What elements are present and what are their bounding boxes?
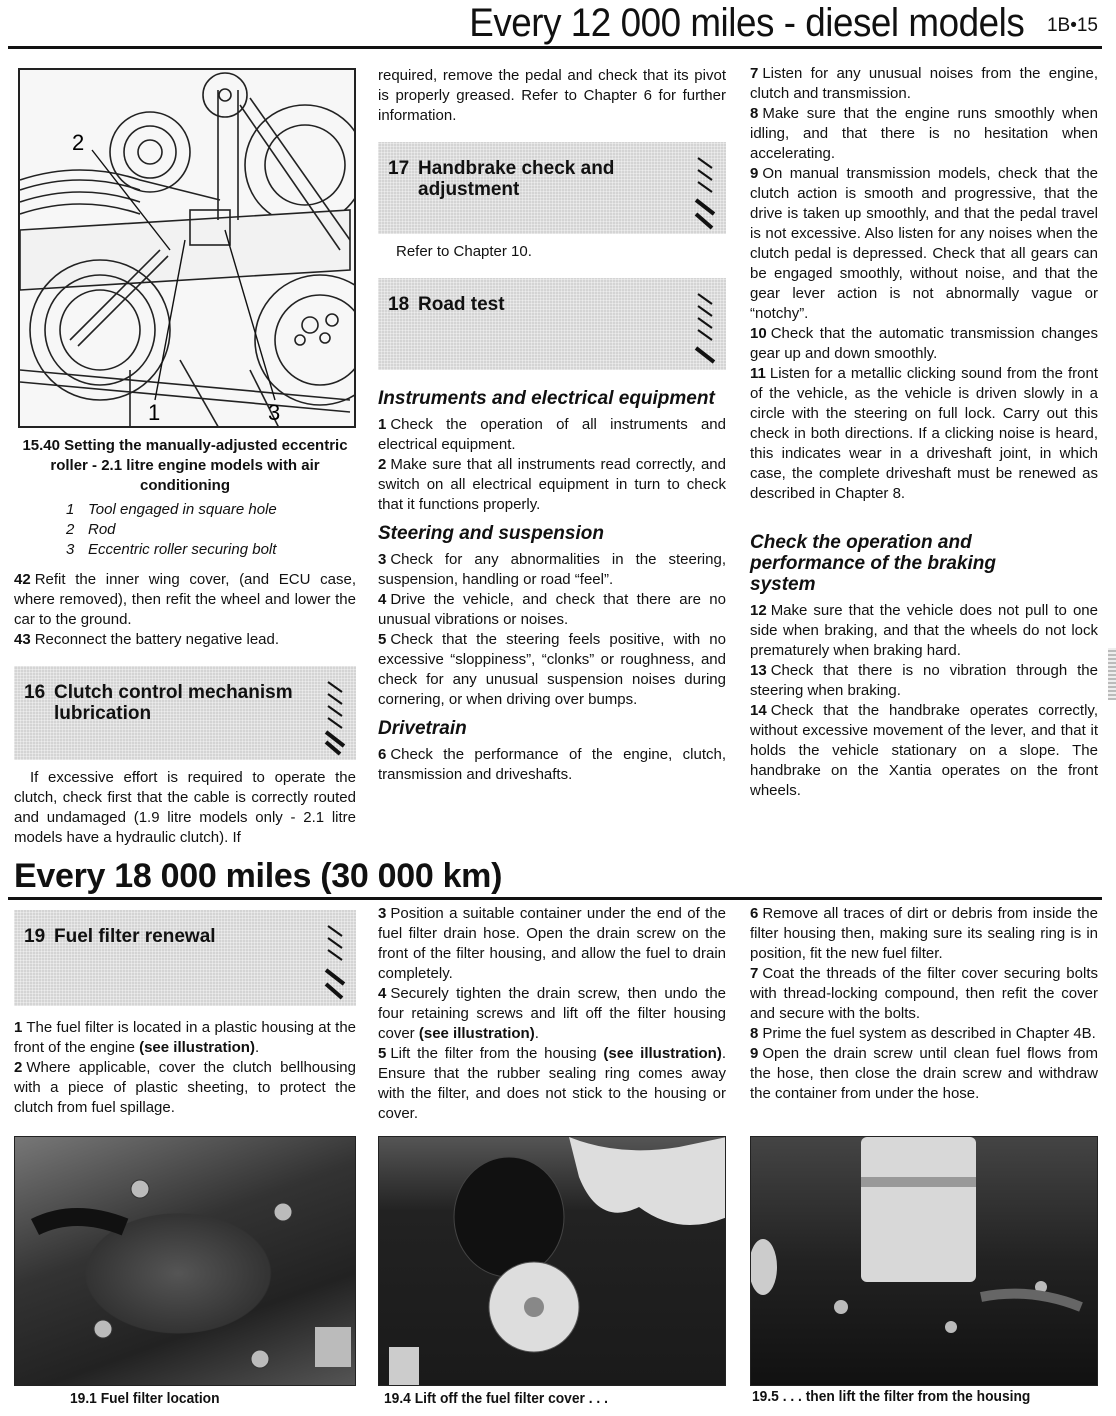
- svg-text:3: 3: [268, 400, 281, 425]
- paragraph: 2 Where applicable, cover the clutch bellhousing with a piece of plastic sheeting, to protect the clutch from fuel spillage.: [14, 1059, 356, 1116]
- paragraph: 13 Check that there is no vibration through the steering when braking.: [750, 662, 1098, 699]
- figure-caption: 15.40 Setting the manually-adjusted eccentric roller - 2.1 litre engine models with air conditioning: [22, 437, 348, 494]
- paragraph: 4 Securely tighten the drain screw, then undo the four retaining screws and lift off the filter housing cover (see illustration).: [378, 985, 726, 1042]
- paragraph: 12 Make sure that the vehicle does not pull to one side when braking, and that the wheels do not lock prematurely when braking hard.: [750, 602, 1098, 659]
- paragraph: 7 Listen for any unusual noises from the engine, clutch and transmission.: [750, 65, 1098, 102]
- difficulty-wrench-icon: [322, 676, 348, 756]
- paragraph: 6 Check the performance of the engine, clutch, transmission and driveshafts.: [378, 746, 726, 783]
- photo-lift-filter-cover: [378, 1136, 726, 1386]
- section-16-text: If excessive effort is required to operate the clutch, check first that the cable is correctly routed and undamaged (1.9 litre models only - 2.1 litre models have a hydraulic clutch). If: [14, 769, 356, 846]
- section-19-title: 19 Fuel filter renewal: [24, 926, 216, 947]
- paragraph-43: 43 Reconnect the battery negative lead.: [14, 631, 280, 648]
- legend-item: 1 Tool engaged in square hole: [66, 501, 277, 518]
- section-19-box: [14, 910, 356, 1006]
- paragraph: 1 Check the operation of all instruments and electrical equipment.: [378, 416, 726, 453]
- eccentric-roller-diagram-icon: [20, 70, 356, 428]
- paragraph: 8 Prime the fuel system as described in Chapter 4B.: [750, 1025, 1096, 1042]
- filter-cover-removal-photo-icon: [379, 1137, 726, 1386]
- header-rule: [8, 46, 1102, 49]
- paragraph: 8 Make sure that the engine runs smoothly when idling, and that there is no hesitation when accelerating.: [750, 105, 1098, 162]
- difficulty-wrench-icon: [692, 288, 718, 368]
- paragraph: 4 Drive the vehicle, and check that there are no unusual vibrations or noises.: [378, 591, 726, 628]
- subheading-steering: Steering and suspension: [378, 523, 604, 544]
- difficulty-wrench-icon: [322, 920, 348, 1000]
- paragraph: 2 Make sure that all instruments read correctly, and switch on all electrical equipment in turn to check that it functions properly.: [378, 456, 726, 513]
- section-18-title: 18 Road test: [388, 294, 505, 315]
- section-16-title: 16 Clutch control mechanism lubrication: [24, 682, 293, 724]
- side-thumb-tab: [1108, 648, 1116, 700]
- section-19-col-2: [378, 904, 726, 1124]
- paragraph: 3 Check for any abnormalities in the steering, suspension, handling or road “feel”.: [378, 551, 726, 588]
- legend-item: 2 Rod: [66, 521, 116, 538]
- photo-lift-filter-from-housing: [750, 1136, 1098, 1386]
- section-18-box: [378, 278, 726, 370]
- section-16-box: [14, 666, 356, 760]
- paragraph: 10 Check that the automatic transmission changes gear up and down smoothly.: [750, 325, 1098, 362]
- page-header: [0, 0, 1116, 48]
- section-heading-18000: Every 18 000 miles (30 000 km): [14, 857, 503, 895]
- paragraph: 9 Open the drain screw until clean fuel flows from the hose, then close the drain screw and withdraw the container from under the hose.: [750, 1045, 1098, 1102]
- column-2-body: [378, 384, 726, 785]
- figure-legend: [14, 500, 356, 560]
- section-19-col-3: [750, 904, 1098, 1104]
- photo-caption: 19.1 Fuel filter location: [70, 1390, 220, 1407]
- section-rule: [8, 897, 1102, 900]
- svg-text:1: 1: [148, 400, 161, 425]
- column-1: [14, 436, 356, 650]
- paragraph-42: 42 Refit the inner wing cover, (and ECU case, where removed), then refit the wheel and lower the car to the ground.: [14, 571, 356, 628]
- section-17-text: Refer to Chapter 10.: [396, 243, 532, 260]
- photo-fuel-filter-location: [14, 1136, 356, 1386]
- legend-item: 3 Eccentric roller securing bolt: [66, 541, 277, 558]
- subheading-drivetrain: Drivetrain: [378, 718, 467, 739]
- subheading-instruments: Instruments and electrical equipment: [378, 388, 715, 409]
- svg-text:2: 2: [72, 130, 85, 155]
- section-17-box: [378, 142, 726, 234]
- paragraph: 9 On manual transmission models, check that the clutch action is smooth and progressive, that the drive is taken up smoothly, and that the pedal travel is not excessive. Also listen for any noises when the clutch pedal is depressed. Check that all gears can be engaged smoothly, without noise, and that the gear lever action is not abnormally vague or “notchy”.: [750, 165, 1098, 322]
- section-19-col-1: [14, 1018, 356, 1118]
- filter-removal-photo-icon: [751, 1137, 1098, 1386]
- page-number: 1B•15: [1046, 15, 1098, 36]
- photo-caption: 19.5 . . . then lift the filter from the housing: [752, 1388, 1031, 1405]
- fuel-filter-housing-photo-icon: [15, 1137, 356, 1386]
- column-3: [750, 64, 1098, 801]
- paragraph: 5 Lift the filter from the housing (see illustration). Ensure that the rubber sealing ring comes away with the filter, and does not stick to the housing or cover.: [378, 1045, 726, 1122]
- subheading-braking: Check the operation and performance of the braking system: [750, 532, 996, 595]
- paragraph: 3 Position a suitable container under the end of the fuel filter drain hose. Open the drain screw on the front of the filter housing, and allow the fuel to drain completely.: [378, 905, 726, 982]
- paragraph: 6 Remove all traces of dirt or debris from inside the filter housing then, making sure its sealing ring is in position, fit the new fuel filter.: [750, 905, 1098, 962]
- column-2-top: required, remove the pedal and check that its pivot is properly greased. Refer to Chapter 6 for further information.: [378, 67, 726, 124]
- paragraph: 11 Listen for a metallic clicking sound from the front of the vehicle, as the vehicle is driven slowly in a circle with the steering on full lock. Carry out this check in both directions. If a clicking noise is heard, this indicates wear in a driveshaft joint, in which case, the complete driveshaft must be renewed as described in Chapter 8.: [750, 365, 1098, 502]
- paragraph: 5 Check that the steering feels positive, with no excessive “sloppiness”, “clonks” or roughness, and check for any unusual suspension noises during cornering, or when driving over bumps.: [378, 631, 726, 708]
- page-title: Every 12 000 miles - diesel models: [468, 1, 1024, 45]
- photo-caption: 19.4 Lift off the fuel filter cover . . .: [384, 1390, 608, 1407]
- paragraph: 1 The fuel filter is located in a plastic housing at the front of the engine (see illustration).: [14, 1019, 356, 1056]
- paragraph: 7 Coat the threads of the filter cover securing bolts with thread-locking compound, then refit the cover and secure with the bolts.: [750, 965, 1098, 1022]
- section-17-title: 17 Handbrake check and adjustment: [388, 158, 615, 200]
- paragraph: 14 Check that the handbrake operates correctly, without excessive movement of the lever, and that it holds the vehicle stationary on a slope. The handbrake on the Xantia operates on the front wheels.: [750, 702, 1098, 799]
- difficulty-wrench-icon: [692, 152, 718, 232]
- figure-15-40-diagram: [18, 68, 356, 428]
